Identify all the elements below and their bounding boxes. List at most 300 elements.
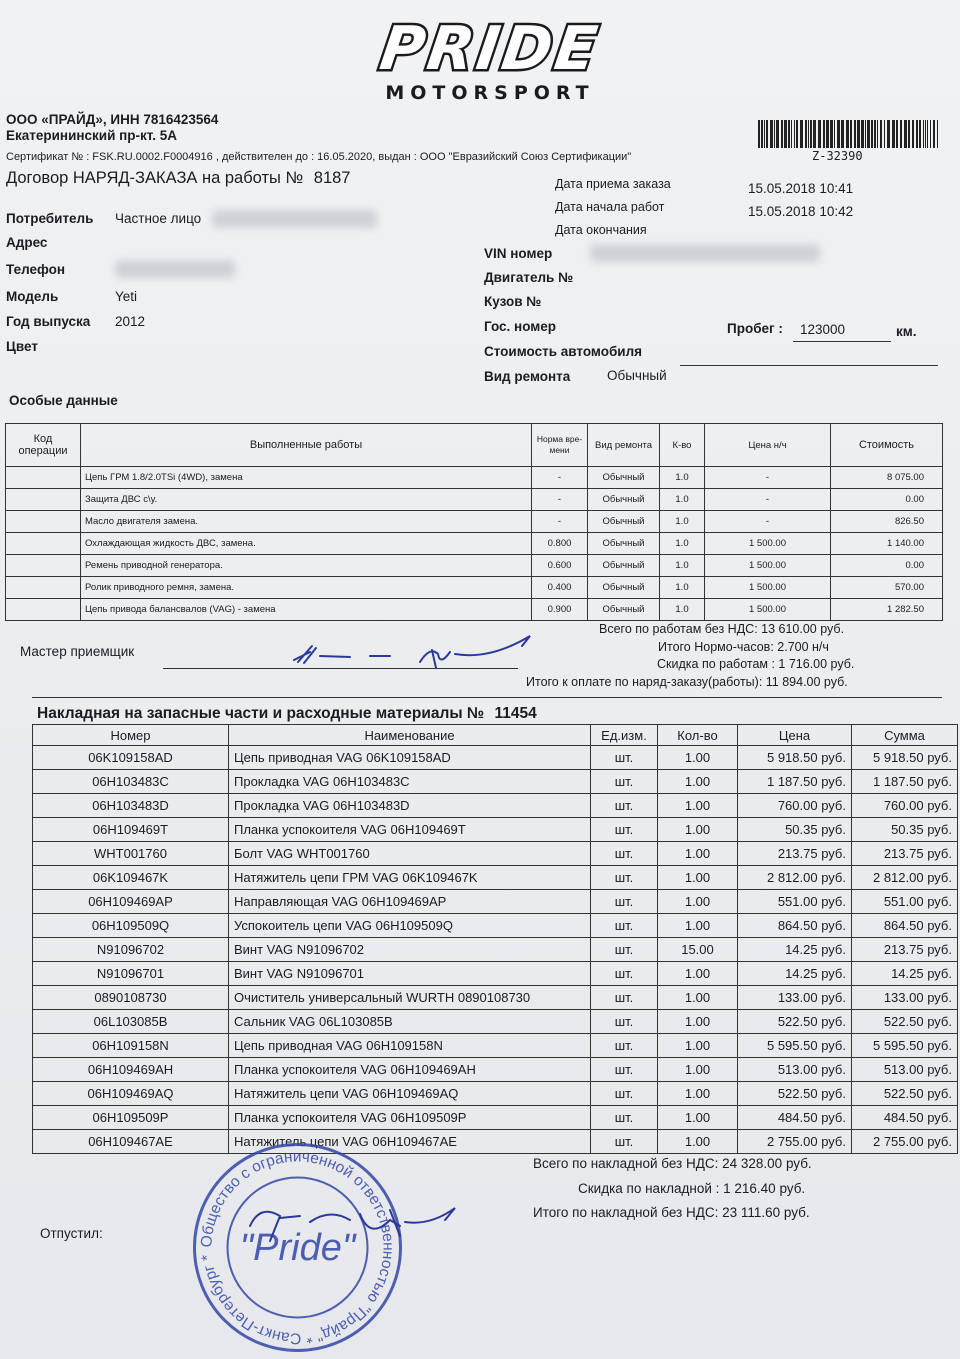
parts-cell-qty: 1.00 bbox=[658, 770, 738, 794]
barcode-bar bbox=[884, 120, 885, 148]
barcode-bar bbox=[781, 120, 783, 148]
works-row bbox=[6, 467, 943, 489]
works-discount: Скидка по работам : 1 716.00 руб. bbox=[657, 657, 855, 671]
works-cell-norm: - bbox=[532, 511, 588, 533]
barcode-bar bbox=[764, 120, 765, 148]
barcode-bar bbox=[925, 120, 926, 148]
parts-cell-price: 14.25 руб. bbox=[738, 938, 852, 962]
contract-title-text: Договор НАРЯД-ЗАКАЗА на работы № bbox=[6, 169, 304, 187]
parts-header-code: Номер bbox=[33, 725, 229, 746]
parts-cell-qty: 1.00 bbox=[658, 914, 738, 938]
parts-cell-code: N91096701 bbox=[33, 962, 229, 986]
works-cell-norm: 0.800 bbox=[532, 533, 588, 555]
parts-cell-code: 06L103085B bbox=[33, 1010, 229, 1034]
mileage-value: 123000 bbox=[800, 322, 846, 337]
parts-cell-unit: шт. bbox=[591, 1130, 658, 1154]
date-received-label: Дата приема заказа bbox=[555, 177, 671, 191]
redacted-phone bbox=[115, 260, 235, 278]
works-cell-qty: 1.0 bbox=[660, 467, 705, 489]
mileage-label: Пробег : bbox=[727, 321, 783, 336]
barcode-bar bbox=[900, 120, 902, 148]
works-cell-code bbox=[6, 555, 81, 577]
parts-cell-price: 760.00 руб. bbox=[738, 794, 852, 818]
parts-cell-price: 2 812.00 руб. bbox=[738, 866, 852, 890]
engine-label: Двигатель № bbox=[484, 270, 574, 285]
works-cell-work: Ремень приводной генератора. bbox=[81, 555, 532, 577]
works-cell-cost: 0.00 bbox=[831, 489, 943, 511]
consumer-label: Потребитель bbox=[6, 211, 94, 226]
parts-discount: Скидка по накладной : 1 216.40 руб. bbox=[578, 1181, 806, 1196]
works-cell-price: - bbox=[705, 489, 831, 511]
parts-cell-sum: 864.50 руб. bbox=[852, 914, 958, 938]
org-name: ООО «ПРАЙД», ИНН 7816423564 bbox=[6, 112, 219, 127]
parts-cell-unit: шт. bbox=[591, 770, 658, 794]
repair-type-label: Вид ремонта bbox=[484, 369, 571, 384]
parts-row bbox=[33, 890, 958, 914]
parts-header-qty: Кол-во bbox=[658, 725, 738, 746]
svg-text:Общество с ограниченной ответс: Общество с ограниченной ответственностью "Прайд" * Санкт-Петербург * bbox=[198, 1148, 397, 1347]
barcode-bar bbox=[823, 120, 825, 148]
works-cell-qty: 1.0 bbox=[660, 599, 705, 621]
barcode-bar bbox=[791, 120, 792, 148]
works-row bbox=[6, 555, 943, 577]
works-cell-code bbox=[6, 577, 81, 599]
works-cell-code bbox=[6, 511, 81, 533]
barcode-bar bbox=[857, 120, 860, 148]
works-cell-qty: 1.0 bbox=[660, 511, 705, 533]
parts-cell-code: 0890108730 bbox=[33, 986, 229, 1010]
barcode bbox=[758, 120, 940, 148]
parts-cell-unit: шт. bbox=[591, 1082, 658, 1106]
parts-row bbox=[33, 914, 958, 938]
parts-cell-sum: 50.35 руб. bbox=[852, 818, 958, 842]
parts-cell-name: Натяжитель цепи ГРМ VAG 06K109467K bbox=[229, 866, 591, 890]
parts-cell-sum: 133.00 руб. bbox=[852, 986, 958, 1010]
barcode-bar bbox=[937, 120, 938, 148]
barcode-bar bbox=[854, 120, 856, 148]
works-header-code: Код операции bbox=[6, 424, 81, 467]
pride-logo bbox=[345, 14, 635, 102]
barcode-bar bbox=[930, 120, 931, 148]
barcode-bar bbox=[770, 120, 773, 148]
works-header-qty: К-во bbox=[660, 424, 705, 467]
parts-cell-name: Натяжитель цепи VAG 06H109467AE bbox=[229, 1130, 591, 1154]
barcode-bar bbox=[871, 120, 873, 148]
works-norm-hours: Итого Нормо-часов: 2.700 н/ч bbox=[658, 640, 829, 654]
parts-row bbox=[33, 1082, 958, 1106]
works-cell-cost: 0.00 bbox=[831, 555, 943, 577]
logo-pride-text: PRIDE bbox=[375, 14, 605, 84]
svg-text:"Pride": "Pride" bbox=[239, 1227, 356, 1269]
works-cell-work: Защита ДВС с\у. bbox=[81, 489, 532, 511]
mileage-underline bbox=[793, 341, 891, 342]
works-row bbox=[6, 533, 943, 555]
parts-row bbox=[33, 866, 958, 890]
barcode-bar bbox=[810, 120, 812, 148]
contract-number: 8187 bbox=[313, 169, 351, 187]
works-cell-norm: 0.400 bbox=[532, 577, 588, 599]
phone-label: Телефон bbox=[6, 262, 66, 277]
parts-cell-qty: 1.00 bbox=[658, 842, 738, 866]
parts-row bbox=[33, 1106, 958, 1130]
parts-row bbox=[33, 842, 958, 866]
parts-cell-qty: 1.00 bbox=[658, 794, 738, 818]
works-total-no-vat: Всего по работам без НДС: 13 610.00 руб. bbox=[599, 622, 845, 636]
parts-grand-total: Итого по накладной без НДС: 23 111.60 руб. bbox=[533, 1205, 810, 1220]
body-label: Кузов № bbox=[484, 294, 542, 309]
parts-cell-code: 06H109469AP bbox=[33, 890, 229, 914]
parts-cell-qty: 1.00 bbox=[658, 818, 738, 842]
model-label: Модель bbox=[6, 289, 59, 304]
parts-cell-unit: шт. bbox=[591, 842, 658, 866]
parts-cell-price: 513.00 руб. bbox=[738, 1058, 852, 1082]
barcode-bar bbox=[880, 120, 882, 148]
parts-cell-sum: 522.50 руб. bbox=[852, 1082, 958, 1106]
parts-cell-name: Болт VAG WHT001760 bbox=[229, 842, 591, 866]
parts-cell-unit: шт. bbox=[591, 890, 658, 914]
section-divider bbox=[32, 697, 942, 698]
works-cell-price: 1 500.00 bbox=[705, 599, 831, 621]
parts-row bbox=[33, 746, 958, 770]
invoice-number: 11454 bbox=[494, 705, 537, 722]
parts-cell-price: 50.35 руб. bbox=[738, 818, 852, 842]
barcode-bar bbox=[784, 120, 787, 148]
parts-cell-price: 1 187.50 руб. bbox=[738, 770, 852, 794]
barcode-bar bbox=[904, 120, 907, 148]
parts-cell-sum: 513.00 руб. bbox=[852, 1058, 958, 1082]
barcode-bar bbox=[923, 120, 924, 148]
works-to-pay: Итого к оплате по наряд-заказу(работы): 11 894.00 руб. bbox=[526, 675, 848, 689]
parts-row bbox=[33, 962, 958, 986]
parts-total-no-vat: Всего по накладной без НДС: 24 328.00 руб. bbox=[533, 1156, 812, 1171]
barcode-bar bbox=[850, 120, 852, 148]
works-row bbox=[6, 599, 943, 621]
parts-cell-price: 213.75 руб. bbox=[738, 842, 852, 866]
parts-cell-code: 06H109469T bbox=[33, 818, 229, 842]
parts-cell-unit: шт. bbox=[591, 866, 658, 890]
parts-cell-name: Винт VAG N91096701 bbox=[229, 962, 591, 986]
barcode-bar bbox=[800, 120, 803, 148]
barcode-bar bbox=[794, 120, 795, 148]
parts-header-name: Наименование bbox=[229, 725, 591, 746]
repair-type-value: Обычный bbox=[607, 368, 667, 383]
barcode-bar bbox=[908, 120, 910, 148]
works-header-norm: Норма вре- мени bbox=[532, 424, 588, 467]
barcode-bar bbox=[818, 120, 821, 148]
barcode-bar bbox=[834, 120, 835, 148]
parts-cell-unit: шт. bbox=[591, 962, 658, 986]
barcode-bar bbox=[758, 120, 760, 148]
barcode-bar bbox=[761, 120, 763, 148]
works-cell-cost: 8 075.00 bbox=[831, 467, 943, 489]
parts-header-price: Цена bbox=[738, 725, 852, 746]
parts-row bbox=[33, 770, 958, 794]
parts-cell-code: N91096702 bbox=[33, 938, 229, 962]
date-received-value: 15.05.2018 10:41 bbox=[748, 181, 854, 196]
barcode-bar bbox=[867, 120, 870, 148]
parts-row bbox=[33, 794, 958, 818]
works-cell-work: Ролик приводного ремня, замена. bbox=[81, 577, 532, 599]
barcode-bar bbox=[865, 120, 866, 148]
parts-cell-unit: шт. bbox=[591, 938, 658, 962]
barcode-bar bbox=[808, 120, 809, 148]
barcode-bar bbox=[861, 120, 864, 148]
works-cell-cost: 1 140.00 bbox=[831, 533, 943, 555]
works-cell-work: Цепь ГРМ 1.8/2.0TSi (4WD), замена bbox=[81, 467, 532, 489]
parts-cell-unit: шт. bbox=[591, 1010, 658, 1034]
works-cell-code bbox=[6, 467, 81, 489]
parts-cell-sum: 1 187.50 руб. bbox=[852, 770, 958, 794]
works-header-price: Цена н/ч bbox=[705, 424, 831, 467]
barcode-bar bbox=[796, 120, 798, 148]
works-cell-type: Обычный bbox=[588, 489, 660, 511]
works-cell-qty: 1.0 bbox=[660, 555, 705, 577]
parts-header-unit: Ед.изм. bbox=[591, 725, 658, 746]
parts-cell-price: 14.25 руб. bbox=[738, 962, 852, 986]
works-cell-cost: 1 282.50 bbox=[831, 599, 943, 621]
parts-cell-sum: 2 812.00 руб. bbox=[852, 866, 958, 890]
released-label: Отпустил: bbox=[40, 1226, 103, 1241]
model-value: Yeti bbox=[115, 289, 138, 304]
parts-cell-name: Сальник VAG 06L103085B bbox=[229, 1010, 591, 1034]
parts-cell-price: 5 595.50 руб. bbox=[738, 1034, 852, 1058]
consumer-value: Частное лицо bbox=[115, 211, 202, 226]
special-data-label: Особые данные bbox=[9, 393, 118, 408]
works-cell-price: 1 500.00 bbox=[705, 533, 831, 555]
works-cell-qty: 1.0 bbox=[660, 577, 705, 599]
parts-cell-qty: 1.00 bbox=[658, 746, 738, 770]
date-end-label: Дата окончания bbox=[555, 223, 647, 237]
master-signature bbox=[290, 632, 540, 680]
parts-cell-sum: 14.25 руб. bbox=[852, 962, 958, 986]
redacted-consumer bbox=[212, 210, 377, 228]
parts-cell-unit: шт. bbox=[591, 986, 658, 1010]
works-cell-type: Обычный bbox=[588, 511, 660, 533]
parts-cell-code: 06H103483C bbox=[33, 770, 229, 794]
parts-cell-price: 2 755.00 руб. bbox=[738, 1130, 852, 1154]
parts-row bbox=[33, 986, 958, 1010]
works-row bbox=[6, 577, 943, 599]
invoice-title-text: Накладная на запасные части и расходные материалы № bbox=[37, 705, 485, 722]
barcode-code: Z-32390 bbox=[812, 149, 863, 163]
works-cell-price: 1 500.00 bbox=[705, 555, 831, 577]
parts-cell-code: 06H109467AE bbox=[33, 1130, 229, 1154]
barcode-bar bbox=[774, 120, 775, 148]
parts-cell-unit: шт. bbox=[591, 914, 658, 938]
car-cost-label: Стоимость автомобиля bbox=[484, 344, 643, 359]
barcode-bar bbox=[826, 120, 829, 148]
parts-cell-name: Цепь приводная VAG 06K109158AD bbox=[229, 746, 591, 770]
parts-cell-price: 5 918.50 руб. bbox=[738, 746, 852, 770]
barcode-bar bbox=[927, 120, 928, 148]
barcode-bar bbox=[896, 120, 898, 148]
contract-title bbox=[6, 169, 351, 188]
works-table bbox=[5, 423, 943, 621]
org-certificate: Сертификат № : FSK.RU.0002.F0004916 , действителен до : 16.05.2020, выдан : ООО "Евразийский Союз Сертификации" bbox=[6, 151, 632, 163]
barcode-bar bbox=[788, 120, 790, 148]
parts-cell-sum: 522.50 руб. bbox=[852, 1010, 958, 1034]
parts-cell-name: Прокладка VAG 06H103483D bbox=[229, 794, 591, 818]
barcode-bar bbox=[766, 120, 768, 148]
works-cell-norm: 0.900 bbox=[532, 599, 588, 621]
works-cell-price: - bbox=[705, 511, 831, 533]
barcode-bar bbox=[874, 120, 876, 148]
redacted-vin bbox=[590, 244, 820, 262]
works-cell-code bbox=[6, 533, 81, 555]
works-cell-work: Охлаждающая жидкость ДВС, замена. bbox=[81, 533, 532, 555]
parts-cell-code: WHT001760 bbox=[33, 842, 229, 866]
parts-cell-sum: 2 755.00 руб. bbox=[852, 1130, 958, 1154]
works-cell-qty: 1.0 bbox=[660, 489, 705, 511]
master-label: Мастер приемщик bbox=[20, 644, 135, 659]
parts-cell-sum: 213.75 руб. bbox=[852, 938, 958, 962]
parts-cell-qty: 1.00 bbox=[658, 986, 738, 1010]
parts-cell-name: Направляющая VAG 06H109469AP bbox=[229, 890, 591, 914]
parts-cell-qty: 1.00 bbox=[658, 962, 738, 986]
barcode-bar bbox=[933, 120, 935, 148]
parts-cell-qty: 1.00 bbox=[658, 866, 738, 890]
works-cell-price: - bbox=[705, 467, 831, 489]
barcode-bar bbox=[830, 120, 833, 148]
parts-cell-sum: 484.50 руб. bbox=[852, 1106, 958, 1130]
parts-cell-sum: 213.75 руб. bbox=[852, 842, 958, 866]
works-cell-type: Обычный bbox=[588, 533, 660, 555]
parts-cell-name: Цепь приводная VAG 06H109158N bbox=[229, 1034, 591, 1058]
parts-cell-unit: шт. bbox=[591, 818, 658, 842]
barcode-bar bbox=[813, 120, 816, 148]
year-value: 2012 bbox=[115, 314, 146, 329]
parts-cell-unit: шт. bbox=[591, 1034, 658, 1058]
parts-row bbox=[33, 938, 958, 962]
logo-motorsport-text: MOTORSPORT bbox=[385, 82, 595, 104]
parts-cell-unit: шт. bbox=[591, 794, 658, 818]
parts-cell-qty: 1.00 bbox=[658, 1010, 738, 1034]
parts-cell-name: Успокоитель цепи VAG 06H109509Q bbox=[229, 914, 591, 938]
works-cell-type: Обычный bbox=[588, 577, 660, 599]
parts-cell-price: 484.50 руб. bbox=[738, 1106, 852, 1130]
parts-row bbox=[33, 1130, 958, 1154]
released-signature bbox=[240, 1196, 470, 1256]
works-cell-norm: 0.600 bbox=[532, 555, 588, 577]
parts-row bbox=[33, 1010, 958, 1034]
works-header-work: Выполненные работы bbox=[81, 424, 532, 467]
year-label: Год выпуска bbox=[6, 314, 91, 329]
parts-cell-price: 551.00 руб. bbox=[738, 890, 852, 914]
parts-cell-name: Планка успокоителя VAG 06H109469T bbox=[229, 818, 591, 842]
parts-cell-name: Натяжитель цепи VAG 06H109469AQ bbox=[229, 1082, 591, 1106]
parts-cell-qty: 15.00 bbox=[658, 938, 738, 962]
works-cell-norm: - bbox=[532, 489, 588, 511]
works-cell-type: Обычный bbox=[588, 467, 660, 489]
parts-cell-name: Очиститель универсальный WURTH 0890108730 bbox=[229, 986, 591, 1010]
works-row bbox=[6, 511, 943, 533]
parts-cell-price: 133.00 руб. bbox=[738, 986, 852, 1010]
parts-cell-code: 06K109467K bbox=[33, 866, 229, 890]
parts-cell-sum: 760.00 руб. bbox=[852, 794, 958, 818]
works-cell-code bbox=[6, 489, 81, 511]
org-address: Екатерининский пр-кт. 5А bbox=[6, 128, 177, 143]
parts-cell-price: 522.50 руб. bbox=[738, 1010, 852, 1034]
barcode-bar bbox=[919, 120, 921, 148]
parts-table bbox=[32, 724, 958, 1154]
works-cell-code bbox=[6, 599, 81, 621]
car-cost-underline bbox=[680, 365, 938, 366]
works-cell-norm: - bbox=[532, 467, 588, 489]
barcode-bar bbox=[776, 120, 779, 148]
works-cell-type: Обычный bbox=[588, 555, 660, 577]
date-start-label: Дата начала работ bbox=[555, 200, 665, 214]
parts-cell-qty: 1.00 bbox=[658, 1058, 738, 1082]
parts-cell-code: 06K109158AD bbox=[33, 746, 229, 770]
parts-cell-code: 06H103483D bbox=[33, 794, 229, 818]
plate-label: Гос. номер bbox=[484, 319, 557, 334]
parts-cell-sum: 551.00 руб. bbox=[852, 890, 958, 914]
works-row bbox=[6, 489, 943, 511]
barcode-bar bbox=[877, 120, 878, 148]
barcode-bar bbox=[841, 120, 844, 148]
parts-cell-qty: 1.00 bbox=[658, 1130, 738, 1154]
parts-cell-qty: 1.00 bbox=[658, 1082, 738, 1106]
works-cell-qty: 1.0 bbox=[660, 533, 705, 555]
works-cell-cost: 570.00 bbox=[831, 577, 943, 599]
parts-cell-qty: 1.00 bbox=[658, 1034, 738, 1058]
barcode-bar bbox=[892, 120, 895, 148]
barcode-bar bbox=[916, 120, 918, 148]
parts-row bbox=[33, 1058, 958, 1082]
barcode-bar bbox=[837, 120, 840, 148]
works-cell-price: 1 500.00 bbox=[705, 577, 831, 599]
parts-cell-sum: 5 918.50 руб. bbox=[852, 746, 958, 770]
parts-row bbox=[33, 818, 958, 842]
color-label: Цвет bbox=[6, 339, 38, 354]
address-label: Адрес bbox=[6, 235, 48, 250]
parts-cell-code: 06H109509Q bbox=[33, 914, 229, 938]
parts-row bbox=[33, 1034, 958, 1058]
barcode-bar bbox=[887, 120, 890, 148]
works-header-cost: Стоимость bbox=[831, 424, 943, 467]
works-cell-type: Обычный bbox=[588, 599, 660, 621]
invoice-title bbox=[37, 705, 537, 723]
parts-cell-name: Винт VAG N91096702 bbox=[229, 938, 591, 962]
parts-cell-code: 06H109469AQ bbox=[33, 1082, 229, 1106]
parts-header-sum: Сумма bbox=[852, 725, 958, 746]
works-cell-work: Масло двигателя замена. bbox=[81, 511, 532, 533]
parts-cell-unit: шт. bbox=[591, 746, 658, 770]
parts-cell-name: Прокладка VAG 06H103483C bbox=[229, 770, 591, 794]
parts-cell-unit: шт. bbox=[591, 1058, 658, 1082]
parts-cell-code: 06H109469AH bbox=[33, 1058, 229, 1082]
date-start-value: 15.05.2018 10:42 bbox=[748, 204, 854, 219]
barcode-bar bbox=[846, 120, 849, 148]
parts-cell-qty: 1.00 bbox=[658, 1106, 738, 1130]
parts-cell-price: 864.50 руб. bbox=[738, 914, 852, 938]
works-cell-cost: 826.50 bbox=[831, 511, 943, 533]
parts-cell-price: 522.50 руб. bbox=[738, 1082, 852, 1106]
vin-label: VIN номер bbox=[484, 246, 553, 261]
parts-cell-code: 06H109158N bbox=[33, 1034, 229, 1058]
parts-cell-sum: 5 595.50 руб. bbox=[852, 1034, 958, 1058]
works-header-type: Вид ремонта bbox=[588, 424, 660, 467]
barcode-bar bbox=[912, 120, 914, 148]
parts-cell-name: Планка успокоителя VAG 06H109469AH bbox=[229, 1058, 591, 1082]
parts-cell-name: Планка успокоителя VAG 06H109509P bbox=[229, 1106, 591, 1130]
parts-cell-qty: 1.00 bbox=[658, 890, 738, 914]
parts-cell-code: 06H109509P bbox=[33, 1106, 229, 1130]
parts-cell-unit: шт. bbox=[591, 1106, 658, 1130]
mileage-unit: км. bbox=[896, 324, 917, 339]
barcode-bar bbox=[805, 120, 807, 148]
works-cell-work: Цепь привода балансвалов (VAG) - замена bbox=[81, 599, 532, 621]
